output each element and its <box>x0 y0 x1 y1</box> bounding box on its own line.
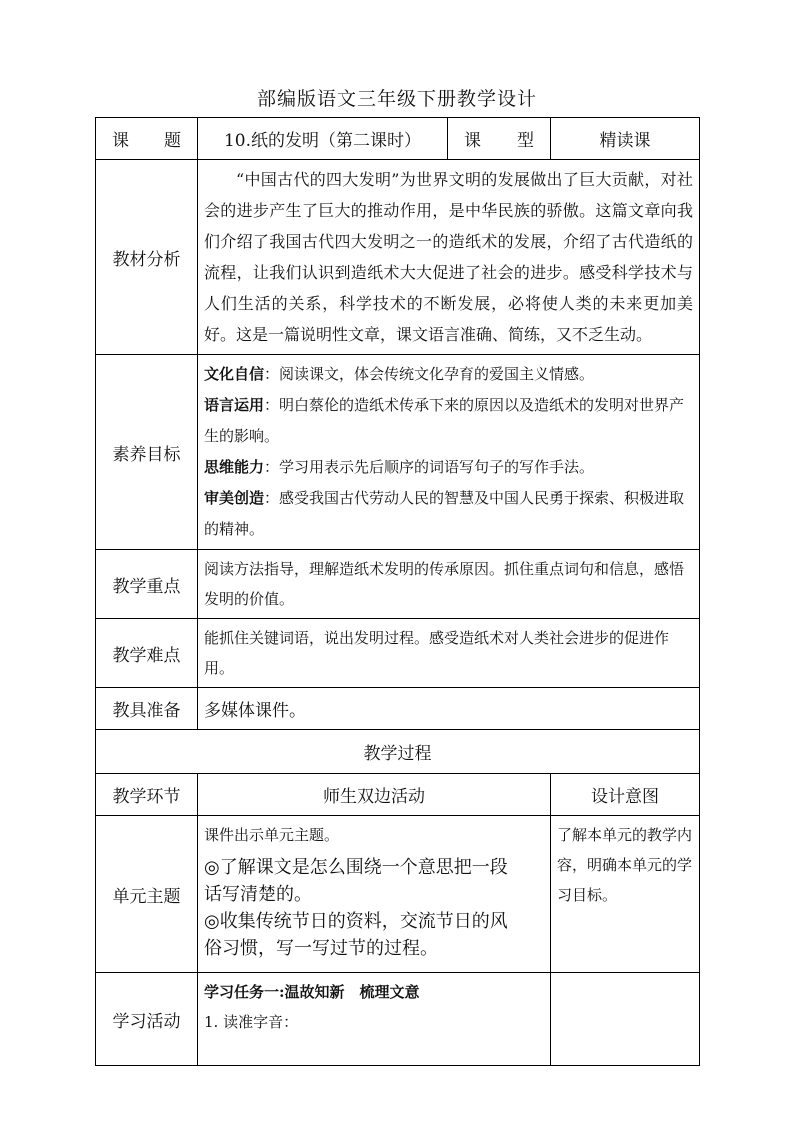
learning-activity <box>198 973 551 1066</box>
goal-item <box>204 452 693 483</box>
learning-step: 1. 读准字音： <box>204 1013 299 1031</box>
tools-label: 教具准备 <box>96 688 198 730</box>
goal-text: ：阅读课文，体会传统文化孕育的爱国主义情感。 <box>264 365 595 383</box>
process-heading-row <box>96 730 700 774</box>
analysis-row <box>96 160 700 355</box>
learning-task: 学习任务一:温故知新 梳理文意 <box>204 983 420 1001</box>
goals-cell <box>198 355 700 550</box>
tools-row <box>96 688 700 730</box>
goal-key: 文化自信 <box>204 365 265 383</box>
goals-label: 素养目标 <box>96 355 198 550</box>
goal-text: ：明白蔡伦的造纸术传承下来的原因以及造纸术的发明对世界产生的影响。 <box>204 396 685 445</box>
key-points-text: 阅读方法指导，理解造纸术发明的传承原因。抓住重点词句和信息，感悟发明的价值。 <box>198 550 700 619</box>
topic-row <box>96 118 700 160</box>
learning-label: 学习活动 <box>96 973 198 1066</box>
unit-theme-row <box>96 816 700 973</box>
goals-row <box>96 355 700 550</box>
goal-key: 语言运用 <box>204 396 265 414</box>
unit-theme-intro: 课件出示单元主题。 <box>204 826 340 844</box>
key-points-row <box>96 550 700 619</box>
goal-text: ：学习用表示先后顺序的词语写句子的写作手法。 <box>264 458 595 476</box>
type-value: 精读课 <box>551 118 700 160</box>
goal-item <box>204 359 693 390</box>
col-activity-header: 师生双边活动 <box>198 774 551 816</box>
lesson-plan-table <box>95 117 700 1066</box>
unit-theme-point-1: ◎了解课文是怎么围绕一个意思把一段话写清楚的。 <box>204 857 508 905</box>
difficulties-label: 教学难点 <box>96 619 198 688</box>
difficulties-text: 能抓住关键词语，说出发明过程。感受造纸术对人类社会进步的促进作用。 <box>198 619 700 688</box>
goal-key: 审美创造 <box>204 489 265 507</box>
unit-theme-activity <box>198 816 551 973</box>
goal-text: ：感受我国古代劳动人民的智慧及中国人民勇于探索、积极进取的精神。 <box>204 489 685 538</box>
type-label: 课 型 <box>448 118 551 160</box>
unit-theme-intent: 了解本单元的教学内容，明确本单元的学习目标。 <box>551 816 700 973</box>
col-intent-header: 设计意图 <box>551 774 700 816</box>
analysis-label: 教材分析 <box>96 160 198 355</box>
process-heading: 教学过程 <box>96 730 700 774</box>
goal-key: 思维能力 <box>204 458 265 476</box>
topic-value: 10.纸的发明（第二课时） <box>198 118 448 160</box>
goal-item <box>204 483 693 545</box>
process-columns-row <box>96 774 700 816</box>
topic-label: 课 题 <box>96 118 198 160</box>
learning-row <box>96 973 700 1066</box>
unit-theme-point-2: ◎收集传统节日的资料，交流节日的风俗习惯，写一写过节的过程。 <box>204 911 508 959</box>
goal-item <box>204 390 693 452</box>
difficulties-row <box>96 619 700 688</box>
learning-intent <box>551 973 700 1066</box>
tools-text: 多媒体课件。 <box>198 688 700 730</box>
key-points-label: 教学重点 <box>96 550 198 619</box>
analysis-text: “中国古代的四大发明”为世界文明的发展做出了巨大贡献，对社会的进步产生了巨大的推动作用，是中华民族的骄傲。这篇文章向我们介绍了我国古代四大发明之一的造纸术的发展，介绍了古代造纸的流程，让我们认识到造纸术大大促进了社会的进步。感受科学技术与人们生活的关系，科学技术的不断发展，必将使人类的未来更加美好。这是一篇说明性文章，课文语言准确、简练，又不乏生动。 <box>198 160 700 355</box>
document-title: 部编版语文三年级下册教学设计 <box>256 88 537 110</box>
col-stage-header: 教学环节 <box>96 774 198 816</box>
unit-theme-label: 单元主题 <box>96 816 198 973</box>
